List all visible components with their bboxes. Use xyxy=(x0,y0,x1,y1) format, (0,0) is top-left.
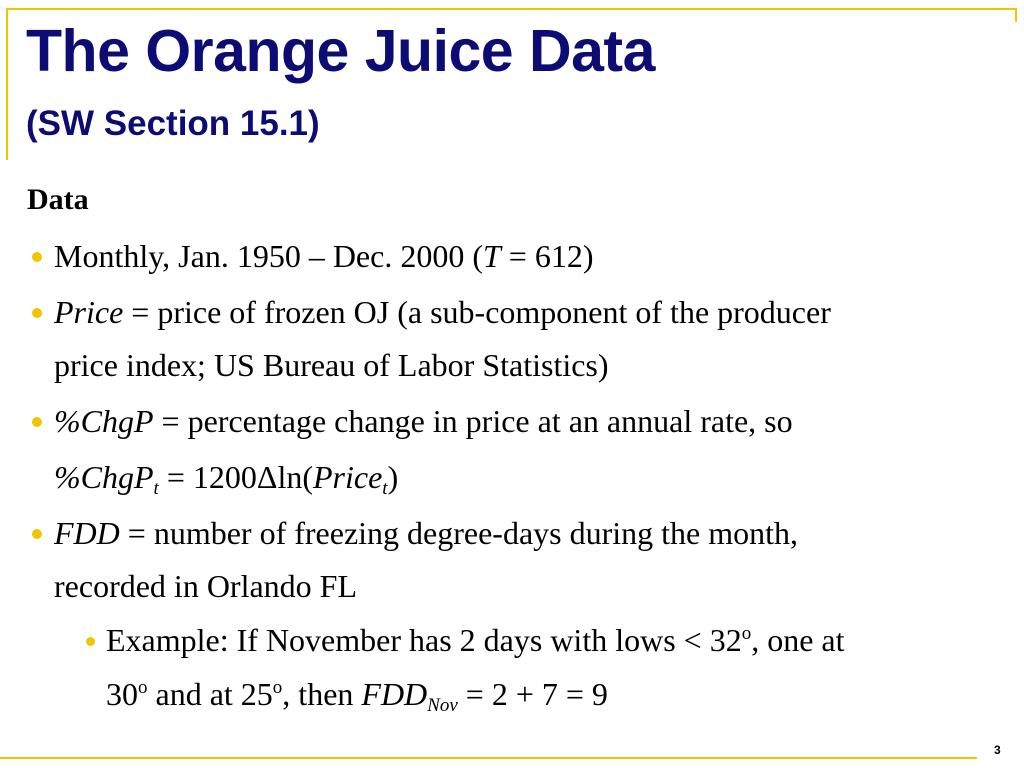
bullet-icon xyxy=(32,308,42,318)
slide-subtitle: (SW Section 15.1) xyxy=(26,104,320,143)
frame-bottom-rule xyxy=(0,757,977,759)
bullet-2-line-2: price index; US Bureau of Labor Statistics) xyxy=(54,347,609,383)
section-heading: Data xyxy=(27,183,89,216)
bullet-icon xyxy=(32,417,42,427)
sub-bullet-line-1: Example: If November has 2 days with lows < $32^o$, one at xyxy=(106,622,845,658)
bullet-2-line-1: Price = price of frozen OJ (a sub-component of the producer xyxy=(54,294,831,330)
bullet-icon xyxy=(32,252,42,262)
bullet-1-line-1: Monthly, Jan. 1950 – Dec. 2000 (T = 612) xyxy=(54,238,594,274)
sub-bullet-icon xyxy=(86,637,95,646)
bullet-4-line-2: recorded in Orlando FL xyxy=(54,568,358,604)
bullet-icon xyxy=(32,529,42,539)
bullet-4-line-1: FDD = number of freezing degree-days during the month, xyxy=(54,515,799,551)
bullet-3-line-1: %ChgP = percentage change in price at an annual rate, so xyxy=(54,403,793,439)
frame-top-rule xyxy=(6,8,1017,10)
slide-title: The Orange Juice Data xyxy=(26,18,655,84)
frame-left-rule xyxy=(6,8,8,160)
sub-bullet-line-2: 30$^o$ and at 25$^o$, then $FDD_{Nov} = 2 + 7 = 9$ xyxy=(106,676,608,716)
bullet-3-line-2: %ChgP$_t$ = 1200Δln(Price$_t$) xyxy=(54,459,399,499)
frame-right-rule xyxy=(1015,8,1017,22)
page-number: 3 xyxy=(994,743,1001,757)
